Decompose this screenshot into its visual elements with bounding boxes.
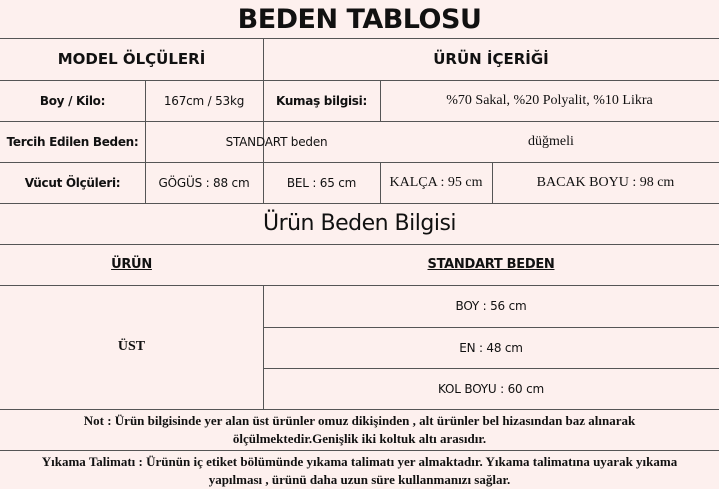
- washing-line-2: yapılması , ürünü daha uzun süre kullanmanızı sağlar.: [208, 472, 511, 487]
- height-weight-value: 167cm / 53kg: [163, 93, 245, 108]
- preferred-size-label: Tercih Edilen Beden:: [6, 134, 139, 149]
- chest-measure: GÖGÜS : 88 cm: [158, 175, 250, 190]
- fabric-value: %70 Sakal, %20 Polyalit, %10 Likra: [446, 92, 653, 108]
- body-measurements-label: Vücut Ölçüleri:: [24, 175, 121, 190]
- product-name: ÜST: [117, 339, 146, 354]
- divider: [0, 450, 719, 451]
- page-title: BEDEN TABLOSU: [237, 3, 482, 35]
- closure-value: düğmeli: [528, 133, 574, 149]
- size-info-title: Ürün Beden Bilgisi: [262, 211, 457, 236]
- fabric-label: Kumaş bilgisi:: [276, 93, 367, 108]
- sleeve-length-measure: KOL BOYU : 60 cm: [438, 381, 544, 396]
- width-measure: EN : 48 cm: [459, 340, 523, 355]
- washing-line-1: Yıkama Talimatı : Ürünün iç etiket bölümünde yıkama talimatı yer almaktadır. Yıkama talimatına uyarak yıkama: [41, 454, 678, 469]
- washing-instructions: [4, 453, 715, 489]
- leg-length-measure: BACAK BOYU : 98 cm: [536, 174, 675, 190]
- hip-measure: KALÇA : 95 cm: [389, 174, 483, 190]
- product-column-header: ÜRÜN: [111, 257, 152, 272]
- size-column-header: STANDART BEDEN: [427, 257, 555, 272]
- product-content-header: ÜRÜN İÇERİĞİ: [433, 50, 549, 68]
- length-measure: BOY : 56 cm: [455, 299, 527, 313]
- waist-measure: BEL : 65 cm: [286, 175, 357, 190]
- model-measurements-header: MODEL ÖLÇÜLERİ: [57, 50, 206, 68]
- preferred-size-value: STANDART beden: [225, 134, 328, 149]
- height-weight-label: Boy / Kilo:: [39, 93, 106, 108]
- measurement-note: [4, 412, 715, 448]
- note-line-1: Not : Ürün bilgisinde yer alan üst ürünler omuz dikişinden , alt ürünler bel hizasından baz alınarak: [83, 413, 636, 428]
- note-line-2: ölçülmektedir.Genişlik iki koltuk altı arasıdır.: [232, 431, 487, 446]
- divider: [0, 409, 719, 410]
